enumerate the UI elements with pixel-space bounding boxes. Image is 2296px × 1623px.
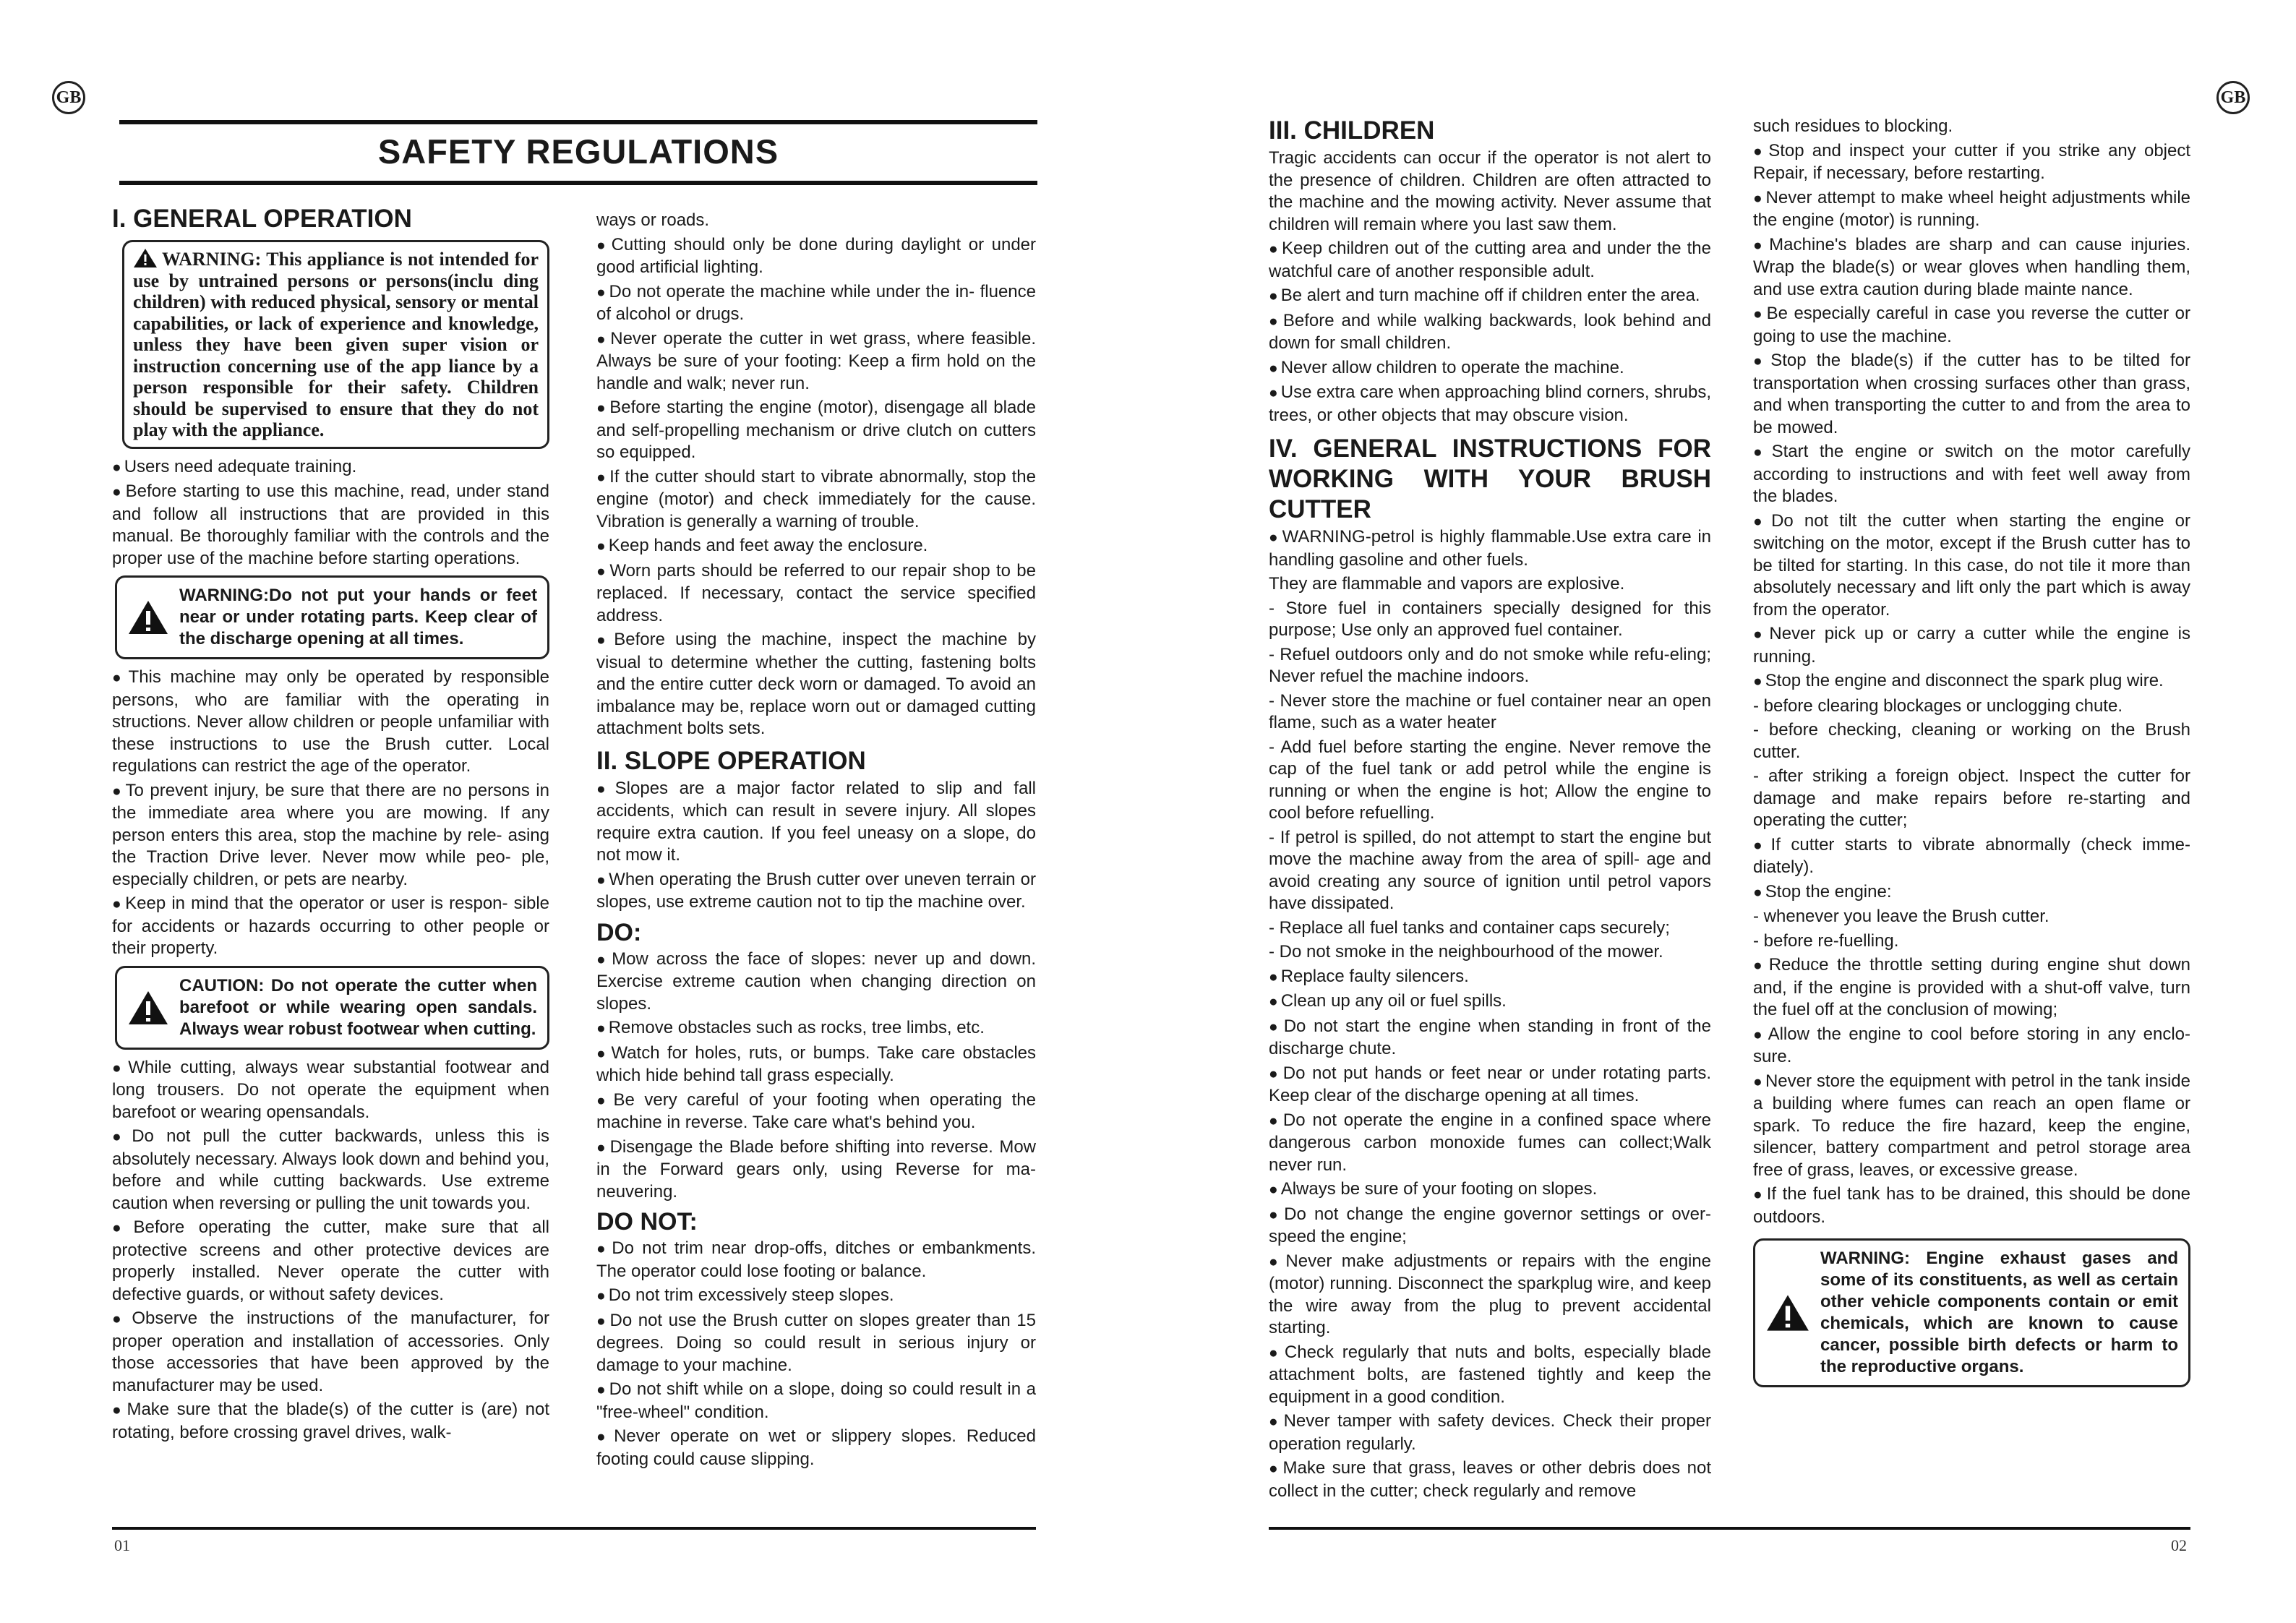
bullet-item: ● Check regularly that nuts and bolts, especially blade attachment bolts, are fastened tightly and keep the equipment in a good condition. [1269,1342,1711,1409]
bullet-item: ● Clean up any oil or fuel spills. [1269,990,1711,1014]
dash-item: - before checking, cleaning or working on the Brush cutter. [1753,720,2190,762]
warning-triangle-icon [127,990,169,1026]
bullet-item: ● While cutting, always wear substantial footwear and long trousers. Do not operate the equipment when barefoot or wearing opensandals. [112,1057,549,1124]
bullet-item: ● This machine may only be operated by responsible persons, who are familiar with the operating in structions. Never allow children or people unfamiliar with these instructions to use the Brush cutter. Local regulations can restrict the age of the operator. [112,667,549,778]
warning-box-exhaust [1753,1238,2190,1387]
bullet-item: ● Always be sure of your footing on slopes. [1269,1178,1711,1202]
bullet-item: ● Reduce the throttle setting during engine shut down and, if the engine is provided with a shut-off valve, turn the fuel off at the conclusion of mowing; [1753,954,2190,1022]
subheading-do: DO: [596,918,642,946]
bullet-item: ● Never make adjustments or repairs with the engine (motor) running. Disconnect the sparkplug wire, and keep the wire away from the plug to prevent accidental starting. [1269,1251,1711,1340]
bullet-item: ● When operating the Brush cutter over uneven terrain or slopes, use extreme caution not to tip the machine over. [596,869,1036,914]
dash-item: - whenever you leave the Brush cutter. [1753,907,2049,926]
continued-text: ways or roads. [596,210,710,230]
warning-triangle-icon [1765,1293,1810,1332]
dash-item: - Add fuel before starting the engine. Never remove the cap of the fuel tank or add petrol while the engine is running or when the engine is hot; Allow the engine to cool before refuelling. [1269,737,1711,823]
page-title: SAFETY REGULATIONS [377,132,779,171]
bullet-item: ● Disengage the Blade before shifting into reverse. Mow in the Forward gears only, using Reverse for ma- neuvering. [596,1136,1036,1204]
bullet-item: ● Never attempt to make wheel height adjustments while the engine (motor) is running. [1753,187,2190,232]
column-general-operation [112,204,549,1446]
bullet-item: ● Allow the engine to cool before storing in any enclo- sure. [1753,1024,2190,1069]
dash-item: - before clearing blockages or unclogging chute. [1753,695,2122,716]
dash-item: - If petrol is spilled, do not attempt to start the engine but move the machine away from the area of spill- age and avoid creating any source of ignition until petrol vapors have dissipated. [1269,827,1711,913]
title-rule [119,181,1037,185]
bullet-item: ● Users need adequate training. [112,456,549,479]
bullet-item: ● Never pick up or carry a cutter while the engine is running. [1753,623,2190,668]
warning-box-rotating-parts [115,575,549,659]
paragraph-intro: Tragic accidents can occur if the operator is not alert to the presence of children. Children are often attracted to the machine and the mowing activity. Never assume that children will remain where you last saw them. [1269,148,1711,234]
warning-text-appliance: WARNING: This appliance is not intended for use by untrained persons or persons(inclu ding children) with reduced physical, sensory or mental capabilities, or lack of experience and knowledge, unless they have been given super vision or instruction concerning use of the app liance by a person responsible for their safety. Children should be supervised to ensure that they do not play with the appliance. [133,249,539,440]
warning-box-appliance [122,240,549,449]
bullet-item: ● Do not operate the engine in a confined space where dangerous carbon monoxide fumes can collect;Walk never run. [1269,1110,1711,1177]
bullet-item: ● Before starting the engine (motor), disengage all blade and self-propelling mechanism or drive clutch on cutters so equipped. [596,397,1036,464]
bullet-item: ● Never store the equipment with petrol in the tank inside a building where fumes can reach an open flame or spark. To reduce the fire hazard, keep the engine, silencer, battery compartment and petrol storage area free of grass, leaves, or excessive grease. [1753,1071,2190,1182]
dash-item: - Replace all fuel tanks and container caps securely; [1269,917,1670,938]
bullet-item: ● Be especially careful in case you reverse the cutter or going to use the machine. [1753,303,2190,348]
dash-item: - after striking a foreign object. Inspect the cutter for damage and make repairs before re-starting and operating the cutter; [1753,766,2190,830]
top-rule-left [119,120,1037,124]
dash-item: - Refuel outdoors only and do not smoke while refu-eling; Never refuel the machine indoors. [1269,644,1711,686]
bullet-item: ● Machine's blades are sharp and can cause injuries. Wrap the blade(s) or wear gloves when handling them, and use extra caution during blade mainte nance. [1753,234,2190,301]
bullet-item: ● Do not trim near drop-offs, ditches or embankments. The operator could lose footing or balance. [596,1238,1036,1282]
bullet-item: ● Never tamper with safety devices. Check their proper operation regularly. [1269,1410,1711,1455]
bullet-item: ● Stop the engine and disconnect the spark plug wire. [1753,670,2190,693]
subheading-do-not: DO NOT: [596,1208,698,1236]
warning-triangle-icon [133,248,158,268]
page-number-left: 01 [114,1536,130,1554]
bullet-item: ● Before and while walking backwards, look behind and down for small children. [1269,310,1711,355]
bullet-item: ● Do not use the Brush cutter on slopes greater than 15 degrees. Doing so could result in serious injury or damage to your machine. [596,1310,1036,1377]
bullet-item: ● Keep children out of the cutting area and under the the watchful care of another responsible adult. [1269,238,1711,283]
language-badge-left: GB [52,81,85,114]
bullet-item: ● Never operate the cutter in wet grass, where feasible. Always be sure of your footing: Keep a firm hold on the handle and walk; never run. [596,328,1036,395]
dash-item: - Never store the machine or fuel container near an open flame, such as a water heater [1269,690,1711,732]
paragraph-line: They are flammable and vapors are explosive. [1269,574,1625,594]
column-slope-operation [596,210,1036,1473]
bullet-item: ● Stop the blade(s) if the cutter has to be tilted for transportation when crossing surfaces other than grass, and when transporting the cutter to and from the area to be mowed. [1753,350,2190,439]
dash-item: - before re-fuelling. [1753,930,1899,951]
bullet-item: ● Never operate on wet or slippery slopes. Reduced footing could cause slipping. [596,1426,1036,1470]
bullet-item: ● Do not start the engine when standing in front of the discharge chute. [1269,1016,1711,1061]
bullet-item: ● Slopes are a major factor related to slip and fall accidents, which can result in severe injury. All slopes require extra caution. If you feel uneasy on a slope, do not mow it. [596,778,1036,867]
bullet-item: ● Watch for holes, ruts, or bumps. Take care obstacles which hide behind tall grass especially. [596,1042,1036,1087]
bottom-rule-right [1269,1527,2190,1530]
warning-text-rotating-parts: WARNING:Do not put your hands or feet near or under rotating parts. Keep clear of the discharge opening at all times. [179,586,537,648]
bullet-item: ● Before starting to use this machine, read, under stand and follow all instructions that are provided in this manual. Be thoroughly familiar with the controls and the proper use of the machine before starting operations. [112,481,549,570]
dash-item: - Do not smoke in the neighbourhood of the mower. [1269,942,1663,962]
bullet-item: ● Never allow children to operate the machine. [1269,357,1711,380]
caution-text-footwear: CAUTION: Do not operate the cutter when barefoot or while wearing open sandals. Always wear robust footwear when cutting. [179,975,537,1039]
column-children [1269,116,1711,1504]
dash-item: - Store fuel in containers specially designed for this purpose; Use only an approved fuel container. [1269,598,1711,640]
bullet-item: ● Be very careful of your footing when operating the machine in reverse. Take care what's behind you. [596,1089,1036,1134]
bullet-item: ● Do not trim excessively steep slopes. [596,1285,1036,1308]
bullet-item: ● Use extra care when approaching blind corners, shrubs, trees, or other objects that may obscure vision. [1269,382,1711,427]
bullet-item: ● Be alert and turn machine off if children enter the area. [1269,285,1711,308]
bullet-item: ● Worn parts should be referred to our repair shop to be replaced. If necessary, contact the service specified address. [596,560,1036,628]
bullet-item: ● Replace faulty silencers. [1269,966,1711,989]
bullet-item: ● Do not pull the cutter backwards, unless this is absolutely necessary. Always look down and behind you, before and while cutting backwards. Use extreme caution when reversing or pulling the unit towards you. [112,1126,549,1215]
bullet-item: ● If the cutter should start to vibrate abnormally, stop the engine (motor) and check immediately for the cause. Vibration is generally a warning of trouble. [596,466,1036,534]
bullet-item: ● Cutting should only be done during daylight or under good artificial lighting. [596,234,1036,279]
section-heading-general-operation: I. GENERAL OPERATION [112,205,412,233]
language-badge-right: GB [2216,81,2250,114]
bullet-item: ● Keep hands and feet away the enclosure. [596,535,1036,558]
bullet-item: ● Do not shift while on a slope, doing so could result in a "free-wheel" condition. [596,1379,1036,1423]
bullet-item: ● Start the engine or switch on the motor carefully according to instructions and with feet well away from the blades. [1753,441,2190,508]
bullet-item: ● Remove obstacles such as rocks, tree limbs, etc. [596,1017,1036,1040]
continued-text: such residues to blocking. [1753,116,1953,136]
bullet-item: ● WARNING-petrol is highly flammable.Use extra care in handling gasoline and other fuels. [1269,526,1711,571]
bottom-rule-left [112,1527,1036,1530]
column-general-instructions-cont [1753,116,2190,1395]
bullet-item: ● Stop the engine: [1753,881,2190,904]
page-number-right: 02 [2171,1536,2187,1554]
bullet-item: ● Before using the machine, inspect the machine by visual to determine whether the cutting, fastening bolts and the entire cutter deck worn or damaged. To avoid an imbalance may be, replace worn out or damaged cutting attachment bolts sets. [596,629,1036,740]
warning-text-exhaust: WARNING: Engine exhaust gases and some of its constituents, as well as certain other vehicle components contain or emit chemicals, which are known to cause cancer, possible birth defects or harm to the reproductive organs. [1820,1249,2178,1376]
section-heading-children: III. CHILDREN [1269,116,1435,145]
bullet-item: ● If the fuel tank has to be drained, this should be done outdoors. [1753,1183,2190,1228]
bullet-item: ● Stop and inspect your cutter if you strike any object Repair, if necessary, before restarting. [1753,140,2190,185]
bullet-item: ● Do not operate the machine while under the in- fluence of alcohol or drugs. [596,281,1036,326]
bullet-item: ● To prevent injury, be sure that there are no persons in the immediate area where you are mowing. If any person enters this area, stop the machine by rele- asing the Traction Drive lever. Never mow while peo- ple, especially children, or pets are nearby. [112,780,549,891]
bullet-item: ● Observe the instructions of the manufacturer, for proper operation and installation of accessories. Only those accessories that have been approved by the manufacturer may be used. [112,1308,549,1397]
bullet-item: ● Do not put hands or feet near or under rotating parts. Keep clear of the discharge opening at all times. [1269,1063,1711,1108]
bullet-item: ● Do not tilt the cutter when starting the engine or switching on the motor, except if the Brush cutter has to be tilted for starting. In this case, do not tile it more than absolutely necessary and lift only the part which is away from the operator. [1753,510,2190,622]
bullet-item: ● Mow across the face of slopes: never up and down. Exercise extreme caution when changing direction on slopes. [596,948,1036,1016]
bullet-item: ● Do not change the engine governor settings or over-speed the engine; [1269,1204,1711,1249]
bullet-item: ● Keep in mind that the operator or user is respon- sible for accidents or hazards occurring to other people or their property. [112,893,549,960]
bullet-item: ● Make sure that grass, leaves or other debris does not collect in the cutter; check regularly and remove [1269,1457,1711,1502]
section-heading-slope-operation: II. SLOPE OPERATION [596,746,866,775]
bullet-item: ● Make sure that the blade(s) of the cutter is (are) not rotating, before crossing gravel drives, walk- [112,1399,549,1444]
bullet-item: ● If cutter starts to vibrate abnormally (check imme- diately). [1753,834,2190,879]
warning-triangle-icon [127,599,169,635]
caution-box-footwear [115,966,549,1050]
section-heading-general-instructions: IV. GENERAL INSTRUCTIONS FOR WORKING WITH YOUR BRUSH CUTTER [1269,434,1711,523]
bullet-item: ● Before operating the cutter, make sure that all protective screens and other protective devices are properly installed. Never operate the cutter with defective guards, or without safety devices. [112,1217,549,1306]
